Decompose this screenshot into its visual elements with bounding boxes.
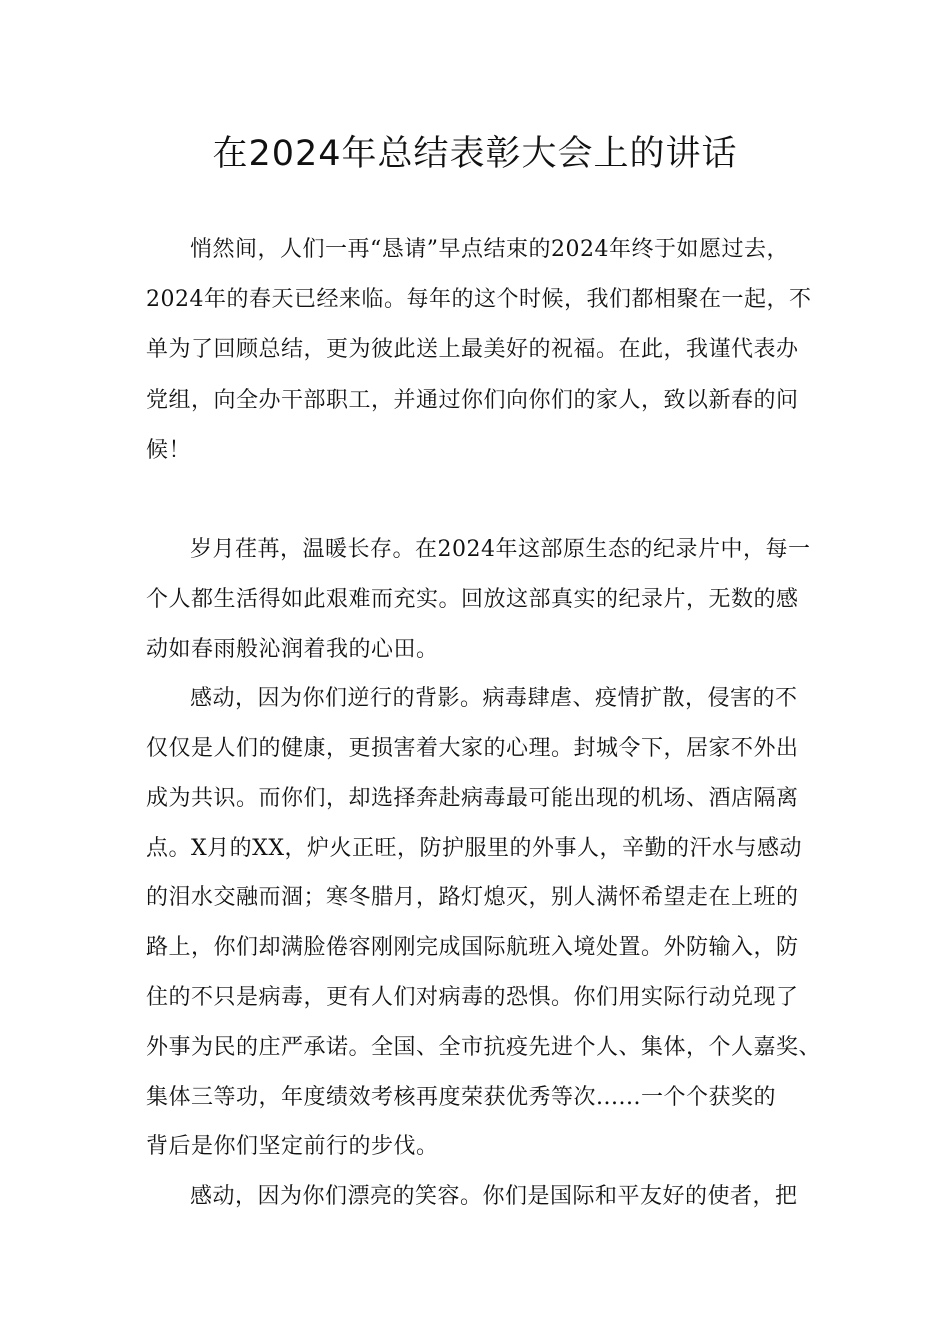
paragraph-3-line-8: 外事为民的庄严承诺。全国、全市抗疫先进个人、集体，个人嘉奖、 [146,1035,822,1060]
paragraph-3-line-10: 背后是你们坚定前行的步伐。 [146,1134,439,1159]
document-title: 在2024年总结表彰大会上的讲话 [212,134,738,174]
paragraph-2-line-3: 动如春雨般沁润着我的心田。 [146,637,439,662]
paragraph-3-line-3: 成为共识。而你们，却选择奔赴病毒最可能出现的机场、酒店隔离 [146,786,799,811]
paragraph-2-line-1: 岁月荏苒，温暖长存。在2024年这部原生态的纪录片中，每一 [190,537,811,562]
paragraph-1-line-4: 党组，向全办干部职工，并通过你们向你们的家人，致以新春的问 [146,388,799,413]
paragraph-4-line-1: 感动，因为你们漂亮的笑容。你们是国际和平友好的使者，把 [190,1184,798,1209]
paragraph-3-line-6: 路上，你们却满脸倦容刚刚完成国际航班入境处置。外防输入，防 [146,935,799,960]
paragraph-2-line-2: 个人都生活得如此艰难而充实。回放这部真实的纪录片，无数的感 [146,587,799,612]
paragraph-3-line-2: 仅仅是人们的健康，更损害着大家的心理。封城令下，居家不外出 [146,736,799,761]
paragraph-3-line-5: 的泪水交融而涸；寒冬腊月，路灯熄灭，别人满怀希望走在上班的 [146,885,799,910]
paragraph-1-line-2: 2024年的春天已经来临。每年的这个时候，我们都相聚在一起，不 [146,287,812,312]
paragraph-1-line-3: 单为了回顾总结，更为彼此送上最美好的祝福。在此，我谨代表办 [146,337,799,362]
paragraph-3-line-4: 点。X月的XX，炉火正旺，防护服里的外事人，辛勤的汗水与感动 [146,836,802,861]
paragraph-3-line-7: 住的不只是病毒，更有人们对病毒的恐惧。你们用实际行动兑现了 [146,985,799,1010]
paragraph-3-line-9: 集体三等功，年度绩效考核再度荣获优秀等次......一个个获奖的 [146,1085,776,1110]
paragraph-1-line-1: 悄然间，人们一再“恳请”早点结束的2024年终于如愿过去， [190,237,789,262]
paragraph-3-line-1: 感动，因为你们逆行的背影。病毒肆虐、疫情扩散，侵害的不 [190,686,798,711]
paragraph-1-line-5: 候！ [146,438,192,463]
